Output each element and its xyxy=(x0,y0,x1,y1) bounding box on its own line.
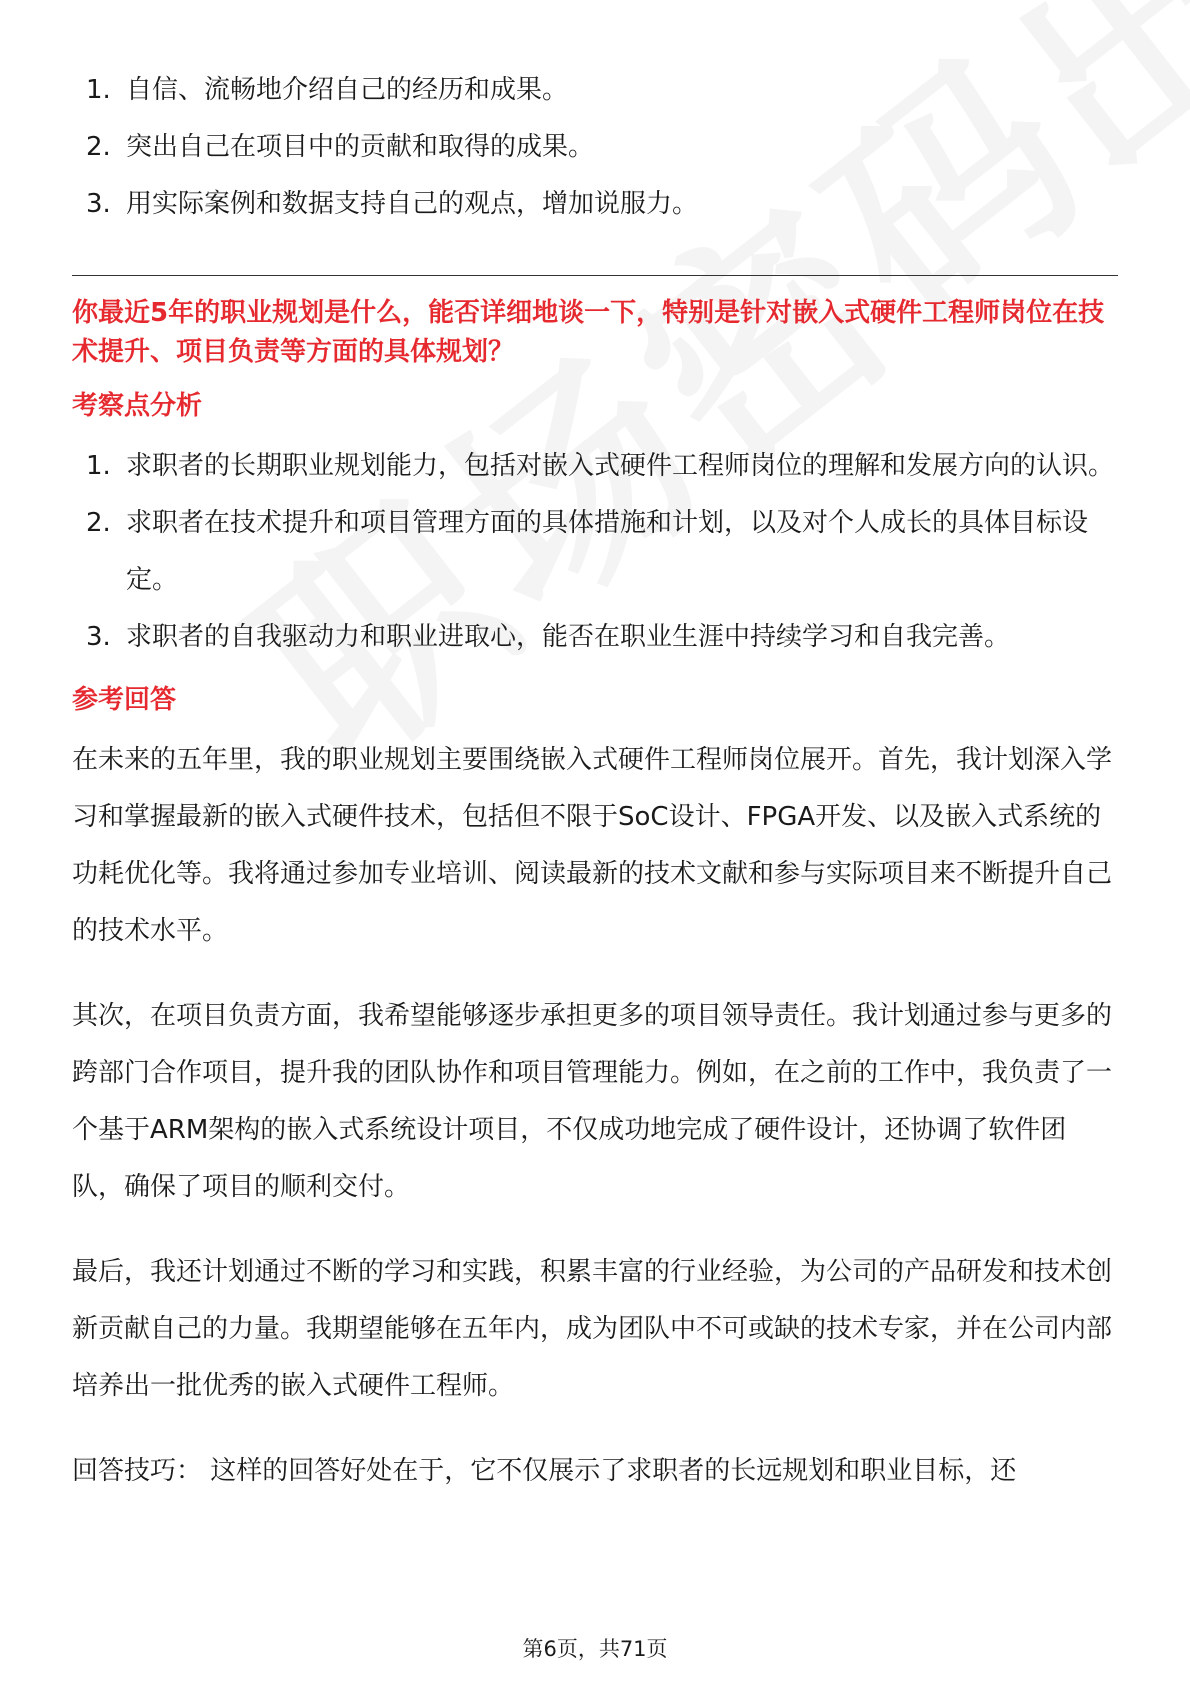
answer-paragraph: 其次，在项目负责方面，我希望能够逐步承担更多的项目领导责任。我计划通过参与更多的跨部门合作项目，提升我的团队协作和项目管理能力。例如，在之前的工作中，我负责了一个基于ARM架构的嵌入式系统设计项目，不仅成功地完成了硬件设计，还协调了软件团队，确保了项目的顺利交付。 xyxy=(72,1001,1113,1202)
top-list xyxy=(72,62,1118,233)
list-item xyxy=(72,62,1118,119)
list-number: 1. xyxy=(86,75,111,105)
answer-paragraph: 在未来的五年里，我的职业规划主要围绕嵌入式硬件工程师岗位展开。首先，我计划深入学习和掌握最新的嵌入式硬件技术，包括但不限于SoC设计、FPGA开发、以及嵌入式系统的功耗优化等。我将通过参加专业培训、阅读最新的技术文献和参与实际项目来不断提升自己的技术水平。 xyxy=(72,745,1113,946)
list-text: 自信、流畅地介绍自己的经历和成果。 xyxy=(126,75,569,105)
list-text: 用实际案例和数据支持自己的观点，增加说服力。 xyxy=(126,189,699,219)
list-item xyxy=(72,438,1118,495)
answer-heading: 参考回答 xyxy=(72,685,177,715)
list-text: 突出自己在项目中的贡献和取得的成果。 xyxy=(126,132,595,162)
answer-paragraph: 最后，我还计划通过不断的学习和实践，积累丰富的行业经验，为公司的产品研发和技术创新贡献自己的力量。我期望能够在五年内，成为团队中不可或缺的技术专家，并在公司内部培养出一批优秀的嵌入式硬件工程师。 xyxy=(72,1257,1113,1401)
interview-question: 你最近5年的职业规划是什么，能否详细地谈一下，特别是针对嵌入式硬件工程师岗位在技术提升、项目负责等方面的具体规划？ xyxy=(72,298,1105,367)
analysis-heading: 考察点分析 xyxy=(72,391,203,421)
page-number: 第6页，共71页 xyxy=(522,1637,668,1661)
list-number: 3. xyxy=(86,189,111,219)
answer-tips: 回答技巧： 这样的回答好处在于，它不仅展示了求职者的长远规划和职业目标，还 xyxy=(72,1456,1017,1486)
list-item xyxy=(72,609,1118,666)
list-number: 3. xyxy=(86,622,111,652)
list-text: 求职者的自我驱动力和职业进取心，能否在职业生涯中持续学习和自我完善。 xyxy=(126,622,1011,652)
analysis-list xyxy=(72,438,1118,666)
list-text: 求职者在技术提升和项目管理方面的具体措施和计划，以及对个人成长的具体目标设定。 xyxy=(126,508,1089,595)
page-content xyxy=(72,62,1118,1500)
list-text: 求职者的长期职业规划能力，包括对嵌入式硬件工程师岗位的理解和发展方向的认识。 xyxy=(126,451,1115,481)
list-item xyxy=(72,176,1118,233)
list-number: 2. xyxy=(86,132,111,162)
list-number: 2. xyxy=(86,508,111,538)
list-number: 1. xyxy=(86,451,111,481)
list-item xyxy=(72,119,1118,176)
list-item xyxy=(72,495,1118,609)
section-divider xyxy=(72,275,1118,276)
